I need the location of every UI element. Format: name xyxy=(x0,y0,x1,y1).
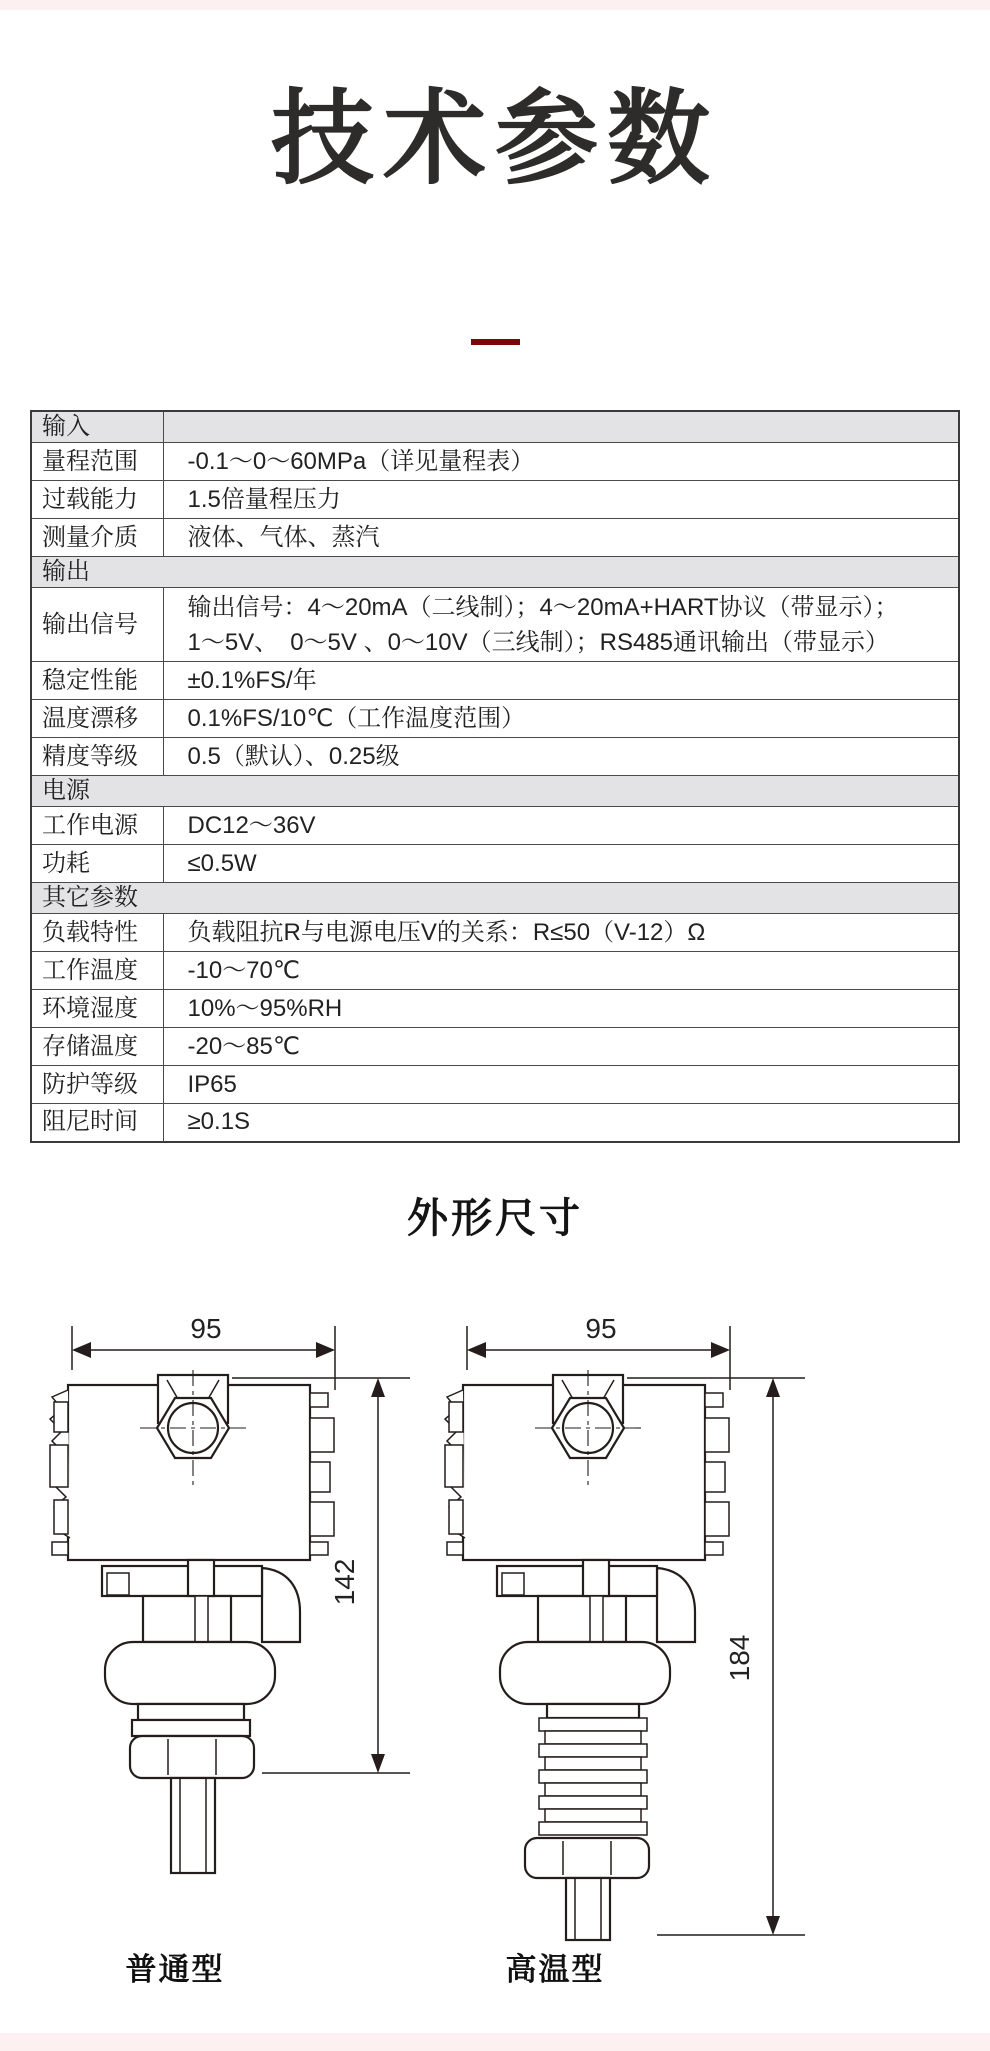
outline-drawing-high-temp xyxy=(425,1290,815,1990)
spec-value-line: 1～5V、 0～5V 、0～10V（三线制）；RS485通讯输出（带显示） xyxy=(187,628,890,656)
spec-row xyxy=(31,443,959,481)
outline-drawing-standard xyxy=(30,1290,420,1960)
spec-value: -20～85℃ xyxy=(163,1028,959,1066)
dimension-height-label-high-temp: 184 xyxy=(724,1634,755,1682)
spec-row xyxy=(31,738,959,776)
page-edge-top xyxy=(0,0,990,10)
spec-value: IP65 xyxy=(163,1066,959,1104)
spec-value-line: 输出信号：4～20mA（二线制）；4～20mA+HART协议（带显示）； xyxy=(187,593,899,621)
spec-label: 负载特性 xyxy=(31,914,163,952)
dimensions-heading: 外形尺寸 xyxy=(407,1195,583,1241)
spec-row xyxy=(31,481,959,519)
spec-label: 功耗 xyxy=(31,845,163,883)
dimension-height-label-standard: 142 xyxy=(329,1558,360,1606)
spec-label: 输入 xyxy=(31,411,163,443)
spec-table xyxy=(30,410,960,1143)
spec-label: 电源 xyxy=(31,776,959,807)
spec-row xyxy=(31,1028,959,1066)
spec-label: 防护等级 xyxy=(31,1066,163,1104)
spec-label: 温度漂移 xyxy=(31,700,163,738)
spec-value: 0.1%FS/10℃（工作温度范围） xyxy=(163,700,959,738)
type-label-standard: 普通型 xyxy=(125,1952,225,1987)
spec-row xyxy=(31,845,959,883)
spec-row xyxy=(31,807,959,845)
spec-row xyxy=(31,952,959,990)
spec-section-row xyxy=(31,776,959,807)
spec-label: 输出 xyxy=(31,557,959,588)
spec-value: DC12～36V xyxy=(163,807,959,845)
spec-label: 稳定性能 xyxy=(31,662,163,700)
spec-label: 输出信号 xyxy=(31,588,163,662)
type-label-high-temp: 高温型 xyxy=(505,1952,605,1987)
page-title: 技术参数 xyxy=(271,81,719,196)
spec-row xyxy=(31,1066,959,1104)
spec-label: 精度等级 xyxy=(31,738,163,776)
spec-label: 量程范围 xyxy=(31,443,163,481)
spec-value xyxy=(163,588,959,662)
spec-label: 其它参数 xyxy=(31,883,959,914)
spec-label: 工作温度 xyxy=(31,952,163,990)
spec-label: 阻尼时间 xyxy=(31,1104,163,1142)
spec-value xyxy=(163,411,959,443)
spec-label: 测量介质 xyxy=(31,519,163,557)
spec-value: 1.5倍量程压力 xyxy=(163,481,959,519)
spec-label: 存储温度 xyxy=(31,1028,163,1066)
spec-value: 液体、气体、蒸汽 xyxy=(163,519,959,557)
spec-row xyxy=(31,519,959,557)
spec-value: 负载阻抗R与电源电压V的关系：R≤50（V-12）Ω xyxy=(163,914,959,952)
spec-row xyxy=(31,1104,959,1142)
spec-label: 工作电源 xyxy=(31,807,163,845)
spec-row xyxy=(31,990,959,1028)
dimension-width-label-standard: 95 xyxy=(190,1313,222,1344)
spec-value: ≥0.1S xyxy=(163,1104,959,1142)
dimension-width-label-high-temp: 95 xyxy=(585,1313,617,1344)
spec-section-row xyxy=(31,883,959,914)
spec-value: ≤0.5W xyxy=(163,845,959,883)
spec-section-row xyxy=(31,557,959,588)
spec-section-row xyxy=(31,411,959,443)
spec-row xyxy=(31,914,959,952)
red-dash-divider xyxy=(471,339,520,345)
spec-row xyxy=(31,700,959,738)
spec-row xyxy=(31,588,959,662)
spec-label: 过载能力 xyxy=(31,481,163,519)
spec-row xyxy=(31,662,959,700)
spec-value: 10%～95%RH xyxy=(163,990,959,1028)
spec-value: -10～70℃ xyxy=(163,952,959,990)
spec-value: -0.1～0～60MPa（详见量程表） xyxy=(163,443,959,481)
spec-value: ±0.1%FS/年 xyxy=(163,662,959,700)
spec-value: 0.5（默认）、0.25级 xyxy=(163,738,959,776)
spec-label: 环境湿度 xyxy=(31,990,163,1028)
page-edge-bottom xyxy=(0,2033,990,2051)
